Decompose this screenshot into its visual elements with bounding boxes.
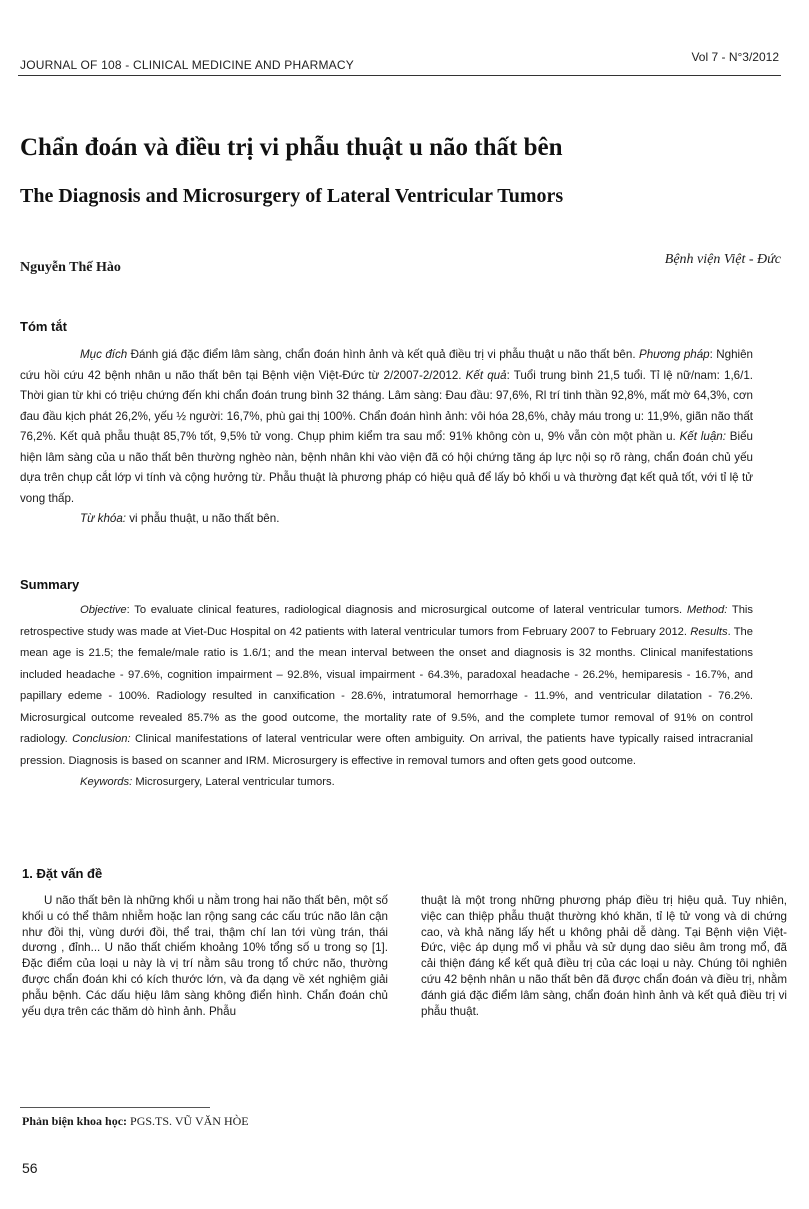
summary-objective-label: Objective xyxy=(80,604,127,616)
summary-keywords xyxy=(20,772,753,794)
title-vietnamese: Chẩn đoán và điều trị vi phẫu thuật u não thất bên xyxy=(20,134,563,161)
summary-heading: Summary xyxy=(20,577,80,592)
summary-result-label: Results xyxy=(690,625,728,638)
tomtat-objective-label: Mục đích xyxy=(80,348,128,361)
intro-paragraph-right: thuật là một trong những phương pháp điều trị hiệu quả. Tuy nhiên, việc can thiệp phẫu thuật thường khó khăn, tỉ lệ tử vong và di chứng cao, và khả năng lấy hết u không phải dễ dàng. Tại Bệnh viện Việt-Đức, việc áp dụng mổ vi phẫu và sử dụng dao siêu âm trong mổ, đã cải thiện đáng kể kết quả điều trị của các loại u này. Chúng tôi nghiên cứu 42 bệnh nhân u não thất bên đã được chẩn đoán và điều trị, nhằm đánh giá đặc điểm lâm sàng, chẩn đoán hình ảnh và kết quả điều trị vi phẫu thuật. xyxy=(421,894,787,1018)
summary-result-text: . The mean age is 21.5; the female/male ratio is 1.6/1; and the mean interval between the onset and diagnosis is 32 months. Clinical manifestations included headache - 97.6%, cognition impairment – 92.8%, visual impairment - 64.3%, paradoxal headache - 26.2%, hemiparesis - 16.7%, and papillary edeme - 100%. Radiology resulted in canxification - 28.6%, intratumoral hemorrhage - 11.9%, and ventricular dilatation - 76.2%. Microsurgical outcome revealed 85.7% as the good outcome, the mortality rate of 9.5%, and the complete tumor removal of 91% on control radiology. xyxy=(20,625,753,745)
title-english: The Diagnosis and Microsurgery of Lateral Ventricular Tumors xyxy=(20,185,564,207)
tomtat-keywords-text: vi phẫu thuật, u não thất bên. xyxy=(126,512,280,525)
body-column-right xyxy=(421,893,787,1019)
summary-objective-text: : To evaluate clinical features, radiological diagnosis and microsurgical outcome of lateral ventricular tumors. xyxy=(126,604,687,616)
page-number: 56 xyxy=(22,1160,38,1176)
summary-keywords-text: Microsurgery, Lateral ventricular tumors. xyxy=(132,776,335,788)
tomtat-conclusion-text: Biểu hiện lâm sàng của u não thất bên thường nghèo nàn, bệnh nhân khi vào viện đã có hội chứng tăng áp lực nội sọ rõ ràng, chẩn đoán chủ yếu dựa trên chụp cắt lớp vi tính và cộng hưởng từ. Phẫu thuật là phương pháp có hiệu quả để lấy bỏ khối u và thường đạt kết quả tốt, với tỉ lệ tử vong thấp. xyxy=(20,430,753,505)
tomtat-paragraph xyxy=(20,345,753,509)
author-name: Nguyễn Thế Hào xyxy=(20,260,121,275)
reviewer-name: PGS.TS. VŨ VĂN HÒE xyxy=(127,1114,249,1128)
footnote-rule xyxy=(20,1107,210,1108)
reviewer-label: Phản biện khoa học: xyxy=(22,1114,128,1128)
tomtat-result-text: : Tuổi trung bình 21,5 tuổi. Tỉ lệ nữ/nam: 1,6/1. Thời gian từ khi có triệu chứng đến khi chẩn đoán trung bình 32 tháng. Lâm sàng: Đau đầu: 97,6%, Rl trí tinh thần 92,8%, mất mờ 64,3%, cơn đau đầu kịch phát 26,2%, yếu ½ người: 16,7%, phù gai thị 100%. Chẩn đoán hình ảnh: vôi hóa 28,6%, chảy máu trong u: 11,9%, giãn não thất 76,2%. Kết quả phẫu thuật 85,7% tốt, 9,5% tử vong. Chụp phim kiểm tra sau mổ: 91% không còn u, 9% vẫn còn một phần u. xyxy=(20,368,754,443)
summary-conclusion-text: Clinical manifestations of lateral ventricular were often ambiguity. On arrival, the patients have typically raised intracranial pression. Diagnosis is based on scanner and IRM. Microsurgery is effective in removal tumors and often gets good outcome. xyxy=(20,733,753,767)
tomtat-objective-text: Đánh giá đặc điểm lâm sàng, chẩn đoán hình ảnh và kết quả điều trị vi phẫu thuật u não thất bên. xyxy=(127,348,639,361)
volume-issue: Vol 7 - N°3/2012 xyxy=(691,50,779,64)
body-column-left xyxy=(22,893,388,1019)
tomtat-heading: Tóm tắt xyxy=(20,319,67,334)
tomtat-result-label: Kết quả xyxy=(465,368,507,382)
section-heading: 1. Đặt vấn đề xyxy=(22,866,103,881)
tomtat-method-text: : Nghiên cứu hồi cứu 42 bệnh nhân u não thất bên tại Bệnh viện Việt-Đức từ 2/2007-2/2012. xyxy=(20,348,753,382)
journal-name: JOURNAL OF 108 - CLINICAL MEDICINE AND PHARMACY xyxy=(20,58,354,72)
header-rule xyxy=(18,75,781,76)
tomtat-body xyxy=(20,345,753,530)
reviewer-note xyxy=(22,1114,249,1129)
summary-conclusion-label: Conclusion: xyxy=(72,733,131,745)
summary-method-label: Method: xyxy=(686,604,728,616)
summary-method-text: This retrospective study was made at Viet-Duc Hospital on 42 patients with lateral ventricular tumors from February 2007 to February 2012. xyxy=(20,604,753,638)
body-columns xyxy=(22,893,787,1019)
summary-body xyxy=(20,600,753,794)
tomtat-method-label: Phương pháp xyxy=(638,348,710,361)
tomtat-keywords-label: Từ khóa: xyxy=(80,512,127,525)
intro-paragraph-left: U não thất bên là những khối u nằm trong hai não thất bên, một số khối u có thể thâm nhiễm hoặc lan rộng sang các cấu trúc não lân cận như đồi thị, vùng dưới đồi, thể trai, thậm chí lan tới vùng trán, thái dương , đỉnh... U não thất chiếm khoảng 10% tổng số u trong sọ [1]. Đặc điểm của loại u này là vị trí nằm sâu trong tổ chức não, thường được chẩn đoán khi có kích thước lớn, và đa dạng về xét nghiệm giải phẫu bệnh. Các dấu hiệu lâm sàng không điển hình. Chẩn đoán chủ yếu dựa trên các thăm dò hình ảnh. Phẫu xyxy=(22,894,388,1018)
tomtat-conclusion-label: Kết luận: xyxy=(679,430,726,443)
author-affiliation: Bệnh viện Việt - Đức xyxy=(664,252,781,267)
tomtat-keywords xyxy=(20,509,753,530)
summary-paragraph xyxy=(20,600,753,772)
summary-keywords-label: Keywords: xyxy=(80,776,133,788)
